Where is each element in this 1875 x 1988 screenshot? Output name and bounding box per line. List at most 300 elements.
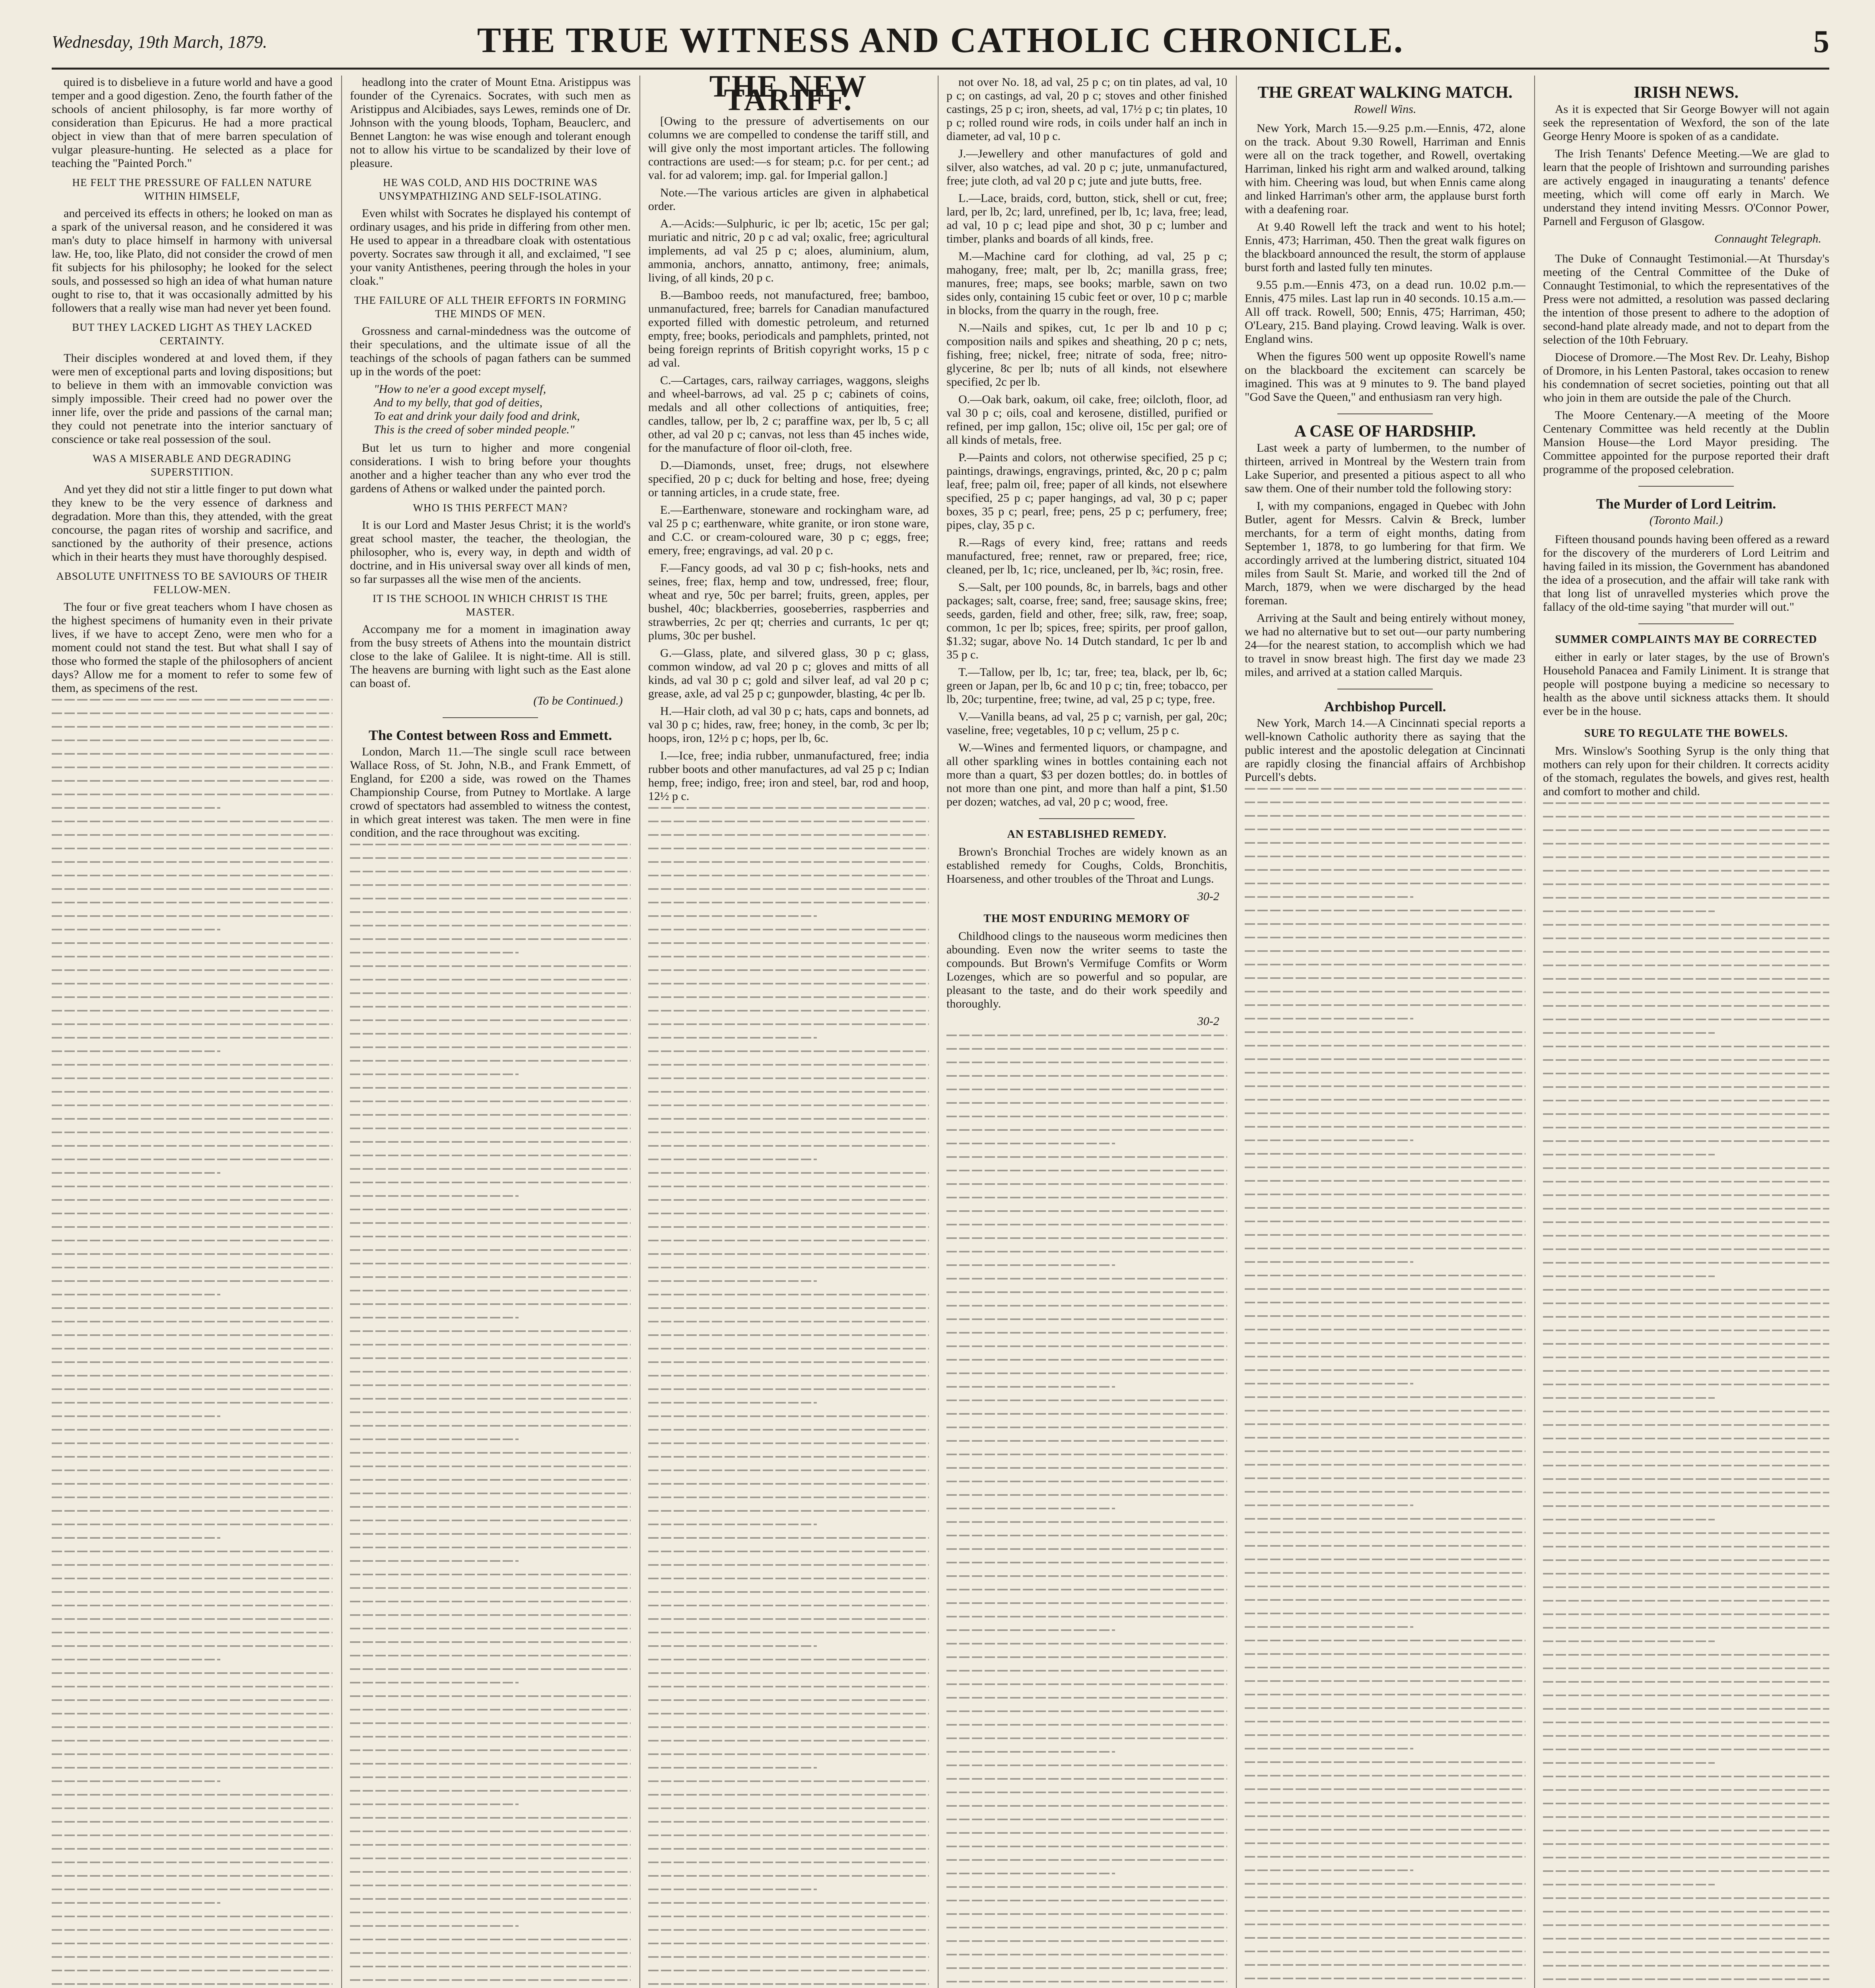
text-line (648, 1375, 929, 1376)
text-line (350, 1452, 631, 1454)
text-line (648, 1794, 929, 1796)
text-filler (648, 807, 929, 1988)
text-line (52, 1618, 332, 1620)
text-line (946, 1589, 1227, 1590)
text-line (350, 1695, 631, 1697)
text-line (1543, 1303, 1829, 1304)
text-line (1543, 1708, 1829, 1710)
text-line (1245, 1599, 1525, 1601)
text-line (648, 1672, 929, 1674)
column-1 (52, 76, 332, 1988)
text-line (648, 1442, 929, 1444)
text-line (648, 821, 929, 822)
text-line (52, 1943, 332, 1944)
text-line (1245, 1234, 1525, 1236)
text-line (52, 1889, 332, 1890)
text-line (648, 1456, 929, 1458)
text-line (1543, 1411, 1829, 1412)
article-headline: IRISH NEWS. (1634, 83, 1739, 102)
text-line (52, 942, 332, 944)
text-line (350, 1074, 519, 1075)
text-line (648, 1199, 929, 1201)
text-line (1245, 842, 1525, 844)
text-line (648, 1983, 929, 1985)
text-line (648, 1267, 929, 1268)
text-line (1543, 1978, 1829, 1980)
text-line (1543, 911, 1715, 912)
text-line (1543, 1789, 1829, 1791)
text-line (648, 1740, 929, 1741)
text-line (1245, 1004, 1525, 1006)
text-line (1245, 1559, 1525, 1560)
text-line (350, 1520, 631, 1521)
text-line (648, 1118, 929, 1120)
text-line (1543, 1532, 1829, 1534)
text-line (648, 1956, 929, 1958)
text-line (52, 1497, 332, 1498)
text-line (1543, 965, 1829, 966)
text-line (648, 1551, 929, 1552)
text-line (946, 1697, 1227, 1699)
text-line (946, 1548, 1227, 1550)
text-line (1543, 951, 1829, 953)
text-line (52, 1807, 332, 1809)
text-line (1543, 1046, 1829, 1047)
advertisement-headline: SUMMER COMPLAINTS MAY BE CORRECTED (1555, 633, 1817, 646)
text-line (1245, 1694, 1525, 1695)
text-line (946, 1170, 1227, 1171)
text-line (52, 1780, 220, 1782)
text-line (1543, 816, 1829, 817)
text-line (350, 938, 631, 940)
text-line (1245, 1748, 1413, 1749)
text-line (52, 1510, 332, 1512)
text-line (52, 1645, 332, 1647)
text-line (648, 1429, 929, 1431)
text-line (648, 1632, 929, 1633)
text-line (1245, 1288, 1525, 1290)
text-line (350, 1357, 631, 1359)
text-line (52, 1713, 332, 1714)
text-line (946, 1035, 1227, 1036)
advertisement-ref: 30-2 (1197, 890, 1219, 903)
text-line (1245, 1897, 1525, 1898)
article-text: J.—Jewellery and other manufactures of gold and silver, also watches, ad val. 20 p c; jute, unmanufactured, free; jute cloth, ad val 20 p c; jute and jute butts, free. (946, 147, 1227, 187)
article-text: A.—Acids:—Sulphuric, ic per lb; acetic, 15c per gal; muriatic and nitric, 20 p c ad val; oxalic, free; agricultural implements, ad val 25 p c; aloes, aluminium, alum, ammonia, anchors, annatto, antimony, free; animals, living, of all kinds, 20 p c. (648, 217, 929, 284)
text-line (350, 1263, 631, 1264)
text-line (1543, 1397, 1715, 1399)
text-line (946, 1643, 1227, 1644)
text-line (350, 1979, 631, 1981)
text-line (350, 1209, 631, 1210)
text-line (648, 1077, 929, 1079)
text-line (1245, 1802, 1525, 1804)
article-text: and perceived its effects in others; he looked on man as a spark of the universal reason, and he considered it was man's duty to place himself in harmony with universal law. He, too, like Plato, did not consider the crowd of men fit subjects for his philosophy; he looked for the select souls, and possessed so high an idea of what human nature ought to rise to, that it was occasionally admitted by his followers that a really wise man had never yet been found. (52, 207, 332, 315)
separator (443, 717, 538, 718)
text-line (350, 1844, 631, 1846)
text-line (1245, 1140, 1413, 1141)
text-line (946, 1210, 1227, 1212)
text-line (350, 1019, 631, 1021)
text-line (1245, 1572, 1525, 1574)
text-line (350, 1925, 519, 1927)
text-line (350, 965, 631, 967)
text-line (52, 1470, 332, 1471)
text-line (52, 1564, 332, 1566)
text-line (648, 1240, 929, 1241)
text-line (946, 1778, 1227, 1780)
text-line (648, 1970, 929, 1971)
article-text: New York, March 14.—A Cincinnati special reports a well-known Catholic authority there as saying that the public interest and the apostolic delegation at Cincinnati are rapidly closing the financial affairs of Archbishop Purcell's debts. (1245, 716, 1525, 784)
article-text: V.—Vanilla beans, ad val, 25 p c; varnish, per gal, 20c; vaseline, free; vegetables, 10 p c; vellum, 25 p c. (946, 710, 1227, 737)
article-text: T.—Tallow, per lb, 1c; tar, free; tea, black, per lb, 6c; green or Japan, per lb, 6c and 10 p c; tin, free; tobacco, per lb, 20c; turpentine, free; twine, ad val, 25 p c; type, free. (946, 666, 1227, 706)
text-line (1543, 1722, 1829, 1723)
source-credit: (Toronto Mail.) (1649, 514, 1723, 527)
text-line (1245, 1964, 1525, 1966)
text-line (1543, 1248, 1829, 1250)
text-line (946, 1400, 1227, 1401)
text-line (350, 979, 631, 980)
text-line (52, 1213, 332, 1214)
text-line (946, 1981, 1227, 1982)
text-line (52, 1970, 332, 1971)
text-line (648, 1132, 929, 1133)
text-line (350, 844, 631, 845)
text-line (350, 1236, 631, 1237)
text-line (52, 1199, 332, 1201)
text-line (1245, 1707, 1525, 1709)
advertisement-text: Childhood clings to the nauseous worm medicines then abounding. Even now the writer seems to taste the compounds. But Brown's Vermifuge Comfits or Worm Lozenges, which are so powerful and so popular, are pleasant to the taste, and do their work speedily and thoroughly. (946, 930, 1227, 1010)
article-text: At 9.40 Rowell left the track and went to his hotel; Ennis, 473; Harriman, 450. Then the great walk figures on the blackboard announced the result, the storm of applause burst forth and lasted fully ten minutes. (1245, 220, 1525, 274)
text-line (1543, 856, 1829, 858)
text-line (1245, 1112, 1525, 1114)
text-line (1245, 896, 1413, 898)
text-line (1543, 1005, 1829, 1007)
text-line (350, 1628, 631, 1629)
text-line (52, 1848, 332, 1850)
text-line (1543, 1100, 1829, 1101)
text-line (1245, 923, 1525, 925)
text-line (946, 1859, 1227, 1861)
article-text: headlong into the crater of Mount Etna. Aristippus was founder of the Cyrenaics. Socrates, with such men as Aristippus and Alcibiades, says Lewes, reminds one of Dr. Johnson with the young bloods, Topham, Beauclerc, and Bennet Langton: he was wise enough and tolerant enough not to allow his virtue to be scandalized by their love of pleasure. (350, 76, 631, 170)
text-line (1245, 1396, 1525, 1398)
text-line (350, 1128, 631, 1129)
text-line (350, 1790, 631, 1792)
text-line (1543, 1857, 1829, 1858)
text-line (648, 1010, 929, 1011)
text-line (1543, 1668, 1829, 1669)
article-text: When the figures 500 went up opposite Rowell's name on the blackboard the excitement can scarcely be imagined. This was at 9 minutes to 9. The band played "God Save the Queen," and enthusiasm ran very high. (1245, 350, 1525, 404)
text-line (1245, 869, 1525, 871)
text-line (1245, 1342, 1525, 1344)
advertisement-headline: SURE TO REGULATE THE BOWELS. (1584, 727, 1788, 740)
text-line (946, 1819, 1227, 1820)
article-headline: THE GREAT WALKING MATCH. (1257, 83, 1513, 102)
text-line (1245, 1153, 1525, 1155)
text-line (648, 1483, 929, 1485)
text-line (52, 834, 332, 836)
text-line (648, 1186, 929, 1187)
text-filler (1543, 802, 1829, 1988)
text-line (350, 1547, 631, 1548)
text-line (1543, 1492, 1829, 1493)
text-line (1543, 897, 1829, 899)
text-line (648, 888, 929, 890)
text-line (350, 1222, 631, 1224)
article-text: It is our Lord and Master Jesus Christ; it is the world's great school master, the teacher, the theologian, the philosopher, who is, every way, in depth and width of doctrine, and in His universal sway over all kinds of men, so far surpasses all the wise men of the ancients. (350, 518, 631, 586)
subheading: WAS A MISERABLE AND DEGRADING SUPERSTITION. (92, 452, 292, 478)
text-line (52, 1902, 220, 1904)
text-line (648, 1470, 929, 1471)
text-line (1245, 977, 1525, 979)
text-line (1245, 1626, 1413, 1628)
text-line (946, 1197, 1227, 1198)
text-line (52, 726, 332, 728)
text-line (1245, 1369, 1525, 1371)
text-line (1245, 856, 1525, 857)
text-line (1245, 1329, 1525, 1330)
text-line (648, 956, 929, 957)
text-line (350, 1195, 519, 1197)
text-line (52, 1429, 332, 1431)
text-line (648, 1321, 929, 1322)
text-line (1543, 1627, 1829, 1629)
text-line (52, 1686, 332, 1687)
text-line (1245, 964, 1525, 965)
text-line (946, 1954, 1227, 1955)
text-line (1543, 1505, 1829, 1507)
text-line (52, 1875, 332, 1877)
text-line (52, 1537, 220, 1539)
article-text: Fifteen thousand pounds having been offered as a reward for the discovery of the murderers of Lord Leitrim and having failed in its mission, the Government has abandoned the idea of a prosecution, and the affair will take rank with that long list of unravelled mysteries which prove the fallacy of the old-time saying "that murder will out." (1543, 533, 1829, 613)
text-line (648, 1889, 817, 1890)
text-line (1543, 870, 1829, 872)
text-line (52, 753, 332, 755)
text-line (648, 1361, 929, 1363)
text-line (350, 1736, 631, 1738)
text-line (648, 1294, 929, 1295)
text-line (52, 1105, 332, 1106)
text-line (52, 1226, 332, 1228)
text-line (1245, 1788, 1525, 1790)
text-filler (350, 844, 631, 1988)
text-line (350, 1466, 631, 1467)
subheading: HE FELT THE PRESSURE OF FALLEN NATURE WITHIN HIMSELF, (72, 177, 312, 202)
text-line (1543, 1438, 1829, 1439)
text-line (648, 902, 929, 903)
text-line (1543, 1911, 1829, 1912)
text-line (1543, 1384, 1829, 1385)
text-line (1543, 1465, 1829, 1466)
separator (1638, 486, 1734, 487)
article-text: G.—Glass, plate, and silvered glass, 30 p c; glass, common window, ad val 20 p c; gloves and mitts of all kinds, ad val 30 p c; gold and silver leaf, ad val 20 p c; grease, axle, ad val 25 p c; gunpowder, blasting, 4c per lb. (648, 646, 929, 700)
newspaper-title: THE TRUE WITNESS AND CATHOLIC CHRONICLE. (477, 21, 1404, 60)
article-text: Diocese of Dromore.—The Most Rev. Dr. Leahy, Bishop of Dromore, in his Lenten Pastoral, takes occasion to renew his condemnation of secret societies, pointing out that all who join in them are outside the pale of the Church. (1543, 351, 1829, 404)
article-text: R.—Rags of every kind, free; rattans and reeds manufactured, free; rennet, raw or prepared, free; rice, cleaned, per lb, 1c; rice, uncleaned, per lb, ¾c; rosin, free. (946, 536, 1227, 576)
text-line (1543, 1749, 1829, 1750)
text-line (1543, 1897, 1829, 1899)
article-text: New York, March 15.—9.25 p.m.—Ennis, 472, alone on the track. About 9.30 Rowell, Harriman and Ennis were all on the track together, and Rowell, overtaking Harriman, linked his right arm and walked around, talking with him. Cheering was loud, but when Ennis came along and linked Harriman's other arm, the applause burst forth with a deafening roar. (1245, 122, 1525, 216)
text-line (52, 807, 220, 809)
text-line (1245, 1383, 1413, 1384)
text-line (1543, 1776, 1829, 1777)
article-text: P.—Paints and colors, not otherwise specified, 25 p c; paintings, drawings, engravings, printed, &c, 20 p c; palm leaf, free; palm oil, free; paper of all kinds, not elsewhere specified, 25 p c; paper hangings, ad val, 30 p c; paper boxes, 35 p c; pearl, free; pens, 25 p c; perfumery, free; pipes, clay, 35 p c. (946, 451, 1227, 532)
text-line (1245, 910, 1525, 911)
text-line (1543, 924, 1829, 926)
text-line (648, 1605, 929, 1606)
text-line (1543, 1194, 1829, 1196)
text-line (946, 1832, 1227, 1834)
text-line (52, 1240, 332, 1241)
text-line (52, 1956, 332, 1958)
text-line (648, 1307, 929, 1309)
text-line (1245, 1842, 1525, 1844)
text-line (946, 1332, 1227, 1334)
text-line (350, 1831, 631, 1832)
text-line (52, 915, 332, 917)
text-line (350, 1682, 519, 1683)
separator (1039, 818, 1135, 819)
text-line (648, 1172, 929, 1174)
text-line (350, 1479, 631, 1481)
text-line (1543, 1478, 1829, 1480)
text-line (52, 1740, 332, 1741)
text-line (946, 1318, 1227, 1320)
text-line (1245, 1883, 1525, 1885)
subheading: ABSOLUTE UNFITNESS TO BE SAVIOURS OF THEIR FELLOW-MEN. (56, 570, 328, 596)
text-line (648, 1105, 929, 1106)
text-line (350, 1290, 631, 1291)
text-line (350, 1601, 631, 1602)
subheading: WHO IS THIS PERFECT MAN? (413, 502, 568, 514)
text-line (52, 1294, 220, 1295)
text-line (1543, 1343, 1829, 1345)
article-text: Accompany me for a moment in imagination away from the busy streets of Athens into the mountain district close to the lake of Galilee. It is night-time. All is still. The heavens are burning with light such as the East alone can boast of. (350, 623, 631, 690)
text-line (1245, 1937, 1525, 1939)
text-line (1245, 1180, 1525, 1182)
text-line (350, 1317, 519, 1318)
text-line (1543, 1965, 1829, 1967)
text-line (1543, 1870, 1829, 1872)
separator (1638, 623, 1734, 624)
text-line (946, 1116, 1227, 1117)
text-line (946, 1048, 1227, 1050)
text-line (52, 1835, 332, 1836)
text-line (350, 1966, 631, 1967)
text-line (350, 1776, 631, 1778)
text-line (946, 1278, 1227, 1279)
text-line (350, 1952, 631, 1954)
text-line (946, 1900, 1227, 1901)
text-line (946, 1494, 1227, 1496)
text-line (648, 1821, 929, 1823)
text-line (52, 1699, 332, 1701)
article-text: The Moore Centenary.—A meeting of the Moore Centenary Committee was held recently at the Dublin Mansion House—the Lord Mayor presiding. The Committee appointed for the purpose reported their draft programme of the proposed celebration. (1543, 409, 1829, 476)
text-line (350, 1101, 631, 1102)
text-line (648, 1659, 929, 1660)
text-line (648, 1388, 929, 1390)
text-line (1245, 1978, 1525, 1979)
text-line (350, 857, 631, 859)
text-line (52, 699, 332, 701)
masthead (52, 16, 1829, 70)
text-line (648, 1807, 929, 1809)
text-line (946, 1629, 1115, 1631)
text-line (52, 888, 332, 890)
text-line (350, 1912, 631, 1913)
text-line (350, 911, 631, 913)
article-text: N.—Nails and spikes, cut, 1c per lb and 10 p c; composition nails and spikes and sheathing, 20 p c; nets, fishing, free; nickel, free; nitrate of soda, free; nitro-glycerine, 8c per lb; nuts of all kinds, not elsewhere specified, 2c per lb. (946, 321, 1227, 388)
text-line (1543, 1140, 1829, 1142)
text-line (946, 1224, 1227, 1225)
poem-quote: "How to ne'er a good except myself, And to my belly, that god of deities, To eat and drink your daily food and drink, This is the creed of sober minded people." (374, 382, 580, 436)
column-rule (1236, 76, 1237, 1988)
text-line (946, 1886, 1227, 1888)
text-line (1543, 1613, 1829, 1615)
text-line (350, 1087, 631, 1089)
page-number: 5 (1813, 24, 1829, 59)
text-line (1245, 991, 1525, 992)
text-line (350, 1668, 631, 1670)
text-filler (1245, 788, 1525, 1988)
text-line (946, 1102, 1227, 1104)
text-line (946, 1075, 1227, 1077)
text-line (1245, 829, 1525, 830)
article-text: D.—Diamonds, unset, free; drugs, not elsewhere specified, 20 p c; duck for belting and hose, free; dyeing or tanning articles, in a crude state, free. (648, 459, 929, 499)
text-line (350, 1384, 631, 1386)
text-line (350, 992, 631, 994)
text-line (1543, 1154, 1715, 1155)
text-line (1245, 1248, 1525, 1249)
text-line (52, 1578, 332, 1579)
text-line (350, 1587, 631, 1589)
text-line (648, 1645, 817, 1647)
text-line (946, 1738, 1227, 1739)
text-line (1543, 1884, 1715, 1885)
text-line (648, 1253, 929, 1255)
text-line (1543, 1127, 1829, 1128)
article-text: F.—Fancy goods, ad val 30 p c; fish-hooks, nets and seines, free; flax, hemp and tow, undressed, free; flour, wheat and rye, 50c per barrel; fruits, green, apples, per bushel, 40c; blackberries, gooseberries, raspberries and strawberries, 2c per qt; cherries and currants, 1c per qt; plums, 30c per bushel. (648, 561, 929, 642)
text-line (1245, 1761, 1525, 1763)
text-line (1543, 843, 1829, 845)
text-line (946, 1927, 1227, 1928)
text-line (946, 1413, 1227, 1415)
text-line (1245, 1423, 1525, 1425)
text-line (1543, 1546, 1829, 1547)
column-rule (639, 76, 640, 1988)
text-line (350, 925, 631, 926)
text-line (648, 1618, 929, 1620)
article-text: O.—Oak bark, oakum, oil cake, free; oilcloth, floor, ad val 30 p c; oils, coal and kerosene, distilled, purified or refined, per imp gallon, 15c; olive oil, 15c per gal; ore of all kinds of metals, free. (946, 393, 1227, 447)
text-line (946, 1264, 1115, 1266)
text-line (1245, 1870, 1413, 1871)
article-headline: A CASE OF HARDSHIP. (1294, 422, 1476, 441)
text-line (52, 1077, 332, 1079)
text-line (52, 1145, 332, 1147)
text-line (1543, 1221, 1829, 1223)
text-line (350, 1493, 631, 1494)
text-line (648, 983, 929, 984)
text-line (946, 1562, 1227, 1563)
text-line (350, 1749, 631, 1751)
text-line (946, 1156, 1227, 1158)
text-line (1245, 1532, 1525, 1533)
column-2 (350, 76, 631, 1988)
column-3 (648, 76, 929, 1988)
column-rule (341, 76, 342, 1988)
text-line (1543, 1573, 1829, 1574)
text-line (648, 1699, 929, 1701)
